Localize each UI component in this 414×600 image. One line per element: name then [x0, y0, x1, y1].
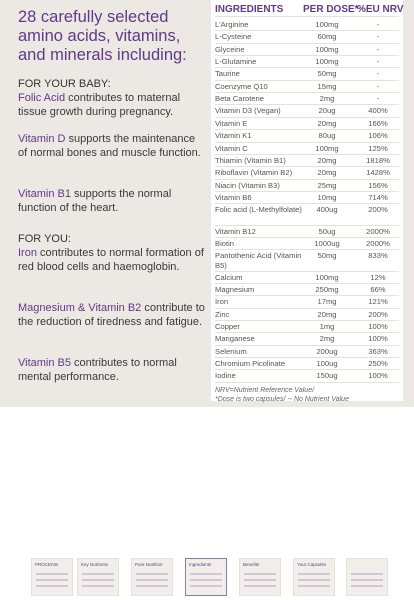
- per-dose: 50mg: [317, 251, 337, 261]
- per-dose: 1mg: [319, 322, 335, 332]
- row-divider: [215, 345, 399, 346]
- nrv-percent: -: [376, 20, 380, 29]
- nrv-percent: 106%: [368, 131, 388, 141]
- row-divider: [215, 369, 399, 370]
- row-divider: [215, 203, 399, 204]
- ingredient-name: L-Cysteine: [215, 32, 252, 42]
- per-dose: 20mg: [317, 309, 337, 319]
- per-dose: 80ug: [318, 131, 336, 141]
- thumbnail-line: [351, 585, 383, 587]
- thumbnail-1[interactable]: [31, 558, 73, 596]
- ingredient-name: Manganese: [215, 334, 255, 344]
- per-dose: 20ug: [318, 106, 336, 116]
- row-divider: [215, 179, 399, 180]
- col-header-nrv: %EU NRV: [357, 4, 404, 15]
- thumbnail-line: [351, 573, 383, 575]
- row-divider: [215, 55, 399, 56]
- nrv-percent: 200%: [368, 309, 388, 319]
- row-divider: [215, 117, 399, 118]
- ingredient-name: Thiamin (Vitamin B1): [215, 155, 286, 165]
- thumbnail-line: [244, 585, 276, 587]
- nrv-percent: 250%: [368, 359, 388, 369]
- ingredient-name: Pantothenic Acid (Vitamin B5): [215, 251, 302, 270]
- thumbnail-line: [351, 579, 383, 581]
- nrv-percent: 1428%: [366, 168, 390, 178]
- row-divider: [215, 237, 399, 238]
- ingredient-name: Coenzyme Q10: [215, 81, 268, 91]
- thumbnail-line: [244, 579, 276, 581]
- thumbnail-line: [36, 585, 68, 587]
- ingredient-name: Magnesium: [215, 285, 255, 294]
- thumbnail-line: [136, 579, 168, 581]
- claim-text: supports the normal function of the heart.: [18, 188, 172, 214]
- row-divider: [215, 67, 399, 68]
- row-divider: [215, 92, 399, 93]
- per-dose: 100mg: [315, 272, 339, 282]
- header-divider: [215, 16, 399, 17]
- per-dose: 20mg: [317, 168, 337, 178]
- per-dose: 150ug: [316, 371, 338, 381]
- per-dose: 100ug: [316, 359, 338, 369]
- thumbnail-line: [298, 573, 330, 575]
- per-dose: 2mg: [319, 334, 335, 344]
- thumbnail-label: Your Capsules: [297, 562, 327, 567]
- footnote-dose: *Dose is two capsules/ -- No Nutrient Value: [215, 395, 349, 403]
- ingredient-name: Glyceine: [215, 44, 245, 54]
- per-dose: 20mg: [317, 155, 337, 165]
- ingredient-name: Vitamin C: [215, 143, 248, 153]
- table-footnote: [215, 386, 349, 404]
- ingredient-name: L-Glutamine: [215, 57, 257, 67]
- nrv-percent: 66%: [370, 285, 386, 294]
- thumbnail-7[interactable]: [346, 558, 388, 596]
- claim-iron: [18, 247, 206, 274]
- thumbnail-line: [244, 573, 276, 575]
- ingredient-name: Niacin (Vitamin B3): [215, 180, 280, 190]
- ingredient-name: Iodine: [215, 371, 236, 381]
- ingredient-name: Beta Carotene: [215, 94, 264, 104]
- nrv-percent: 166%: [368, 118, 388, 128]
- nrv-percent: 833%: [368, 251, 388, 261]
- nrv-percent: 363%: [368, 346, 388, 356]
- per-dose: 200ug: [316, 346, 338, 356]
- nrv-percent: 714%: [368, 192, 388, 202]
- thumbnail-label: Key Nutrients: [81, 562, 109, 567]
- thumbnail-line: [190, 579, 222, 581]
- row-divider: [215, 332, 399, 333]
- row-divider: [215, 30, 399, 31]
- claim-text: contributes to maternal tissue growth during pregnancy.: [18, 92, 181, 118]
- section-label-you: FOR YOU:: [18, 233, 71, 245]
- per-dose: 250mg: [315, 285, 339, 294]
- thumbnail-5[interactable]: [239, 558, 281, 596]
- claim-name: Magnesium & Vitamin B2: [18, 302, 142, 314]
- row-divider: [215, 129, 399, 130]
- per-dose: 50mg: [317, 69, 337, 79]
- per-dose: 25mg: [317, 180, 337, 190]
- thumbnail-label: Pure Nutrition: [135, 562, 163, 567]
- per-dose: 2mg: [319, 94, 335, 104]
- section-label-baby: FOR YOUR BABY:: [18, 78, 111, 90]
- claim-text: contributes to normal mental performance.: [18, 357, 177, 383]
- per-dose: 20mg: [317, 118, 337, 128]
- claim-text: supports the maintenance of normal bones and muscle function.: [18, 133, 201, 159]
- row-divider: [215, 357, 399, 358]
- thumbnail-line: [36, 579, 68, 581]
- thumbnail-label: PROCEIVE: [35, 562, 59, 567]
- row-divider: [215, 80, 399, 81]
- row-divider: [215, 154, 399, 155]
- row-divider: [215, 191, 399, 192]
- headline: 28 carefully selected amino acids, vitamins, and minerals including:: [18, 8, 187, 64]
- thumbnail-line: [190, 585, 222, 587]
- ingredient-name: Taurine: [215, 69, 240, 79]
- per-dose: 100mg: [315, 20, 339, 29]
- thumbnail-label: Ingredients: [189, 562, 212, 567]
- per-dose: 400ug: [316, 205, 338, 215]
- thumbnail-line: [136, 573, 168, 575]
- thumbnail-line: [82, 585, 114, 587]
- nrv-percent: 156%: [368, 180, 388, 190]
- thumbnail-line: [298, 579, 330, 581]
- thumbnail-4[interactable]: [185, 558, 227, 596]
- thumbnail-strip: [0, 555, 414, 600]
- ingredient-name: Riboflavin (Vitamin B2): [215, 168, 293, 178]
- thumbnail-line: [298, 585, 330, 587]
- claim-name: Vitamin B5: [18, 357, 71, 369]
- thumbnail-line: [82, 573, 114, 575]
- row-divider: [215, 43, 399, 44]
- row-divider: [215, 142, 399, 143]
- nrv-percent: 100%: [368, 322, 388, 332]
- per-dose: 100mg: [315, 44, 339, 54]
- per-dose: 60mg: [317, 32, 337, 42]
- nrv-percent: 100%: [368, 334, 388, 344]
- thumbnail-line: [136, 585, 168, 587]
- col-header-per-dose: PER DOSE*: [303, 4, 359, 15]
- nrv-percent: 1818%: [366, 155, 390, 165]
- thumbnail-line: [36, 573, 68, 575]
- thumbnail-2[interactable]: [77, 558, 119, 596]
- nrv-percent: 121%: [368, 297, 388, 307]
- ingredient-name: Vitamin B12: [215, 226, 256, 236]
- nrv-percent: 125%: [368, 143, 388, 153]
- row-divider: [215, 320, 399, 321]
- ingredient-name: Selenium: [215, 346, 247, 356]
- row-divider: [215, 249, 399, 250]
- nrv-percent: -: [376, 69, 380, 79]
- claim-name: Iron: [18, 247, 37, 259]
- row-divider: [215, 166, 399, 167]
- row-divider: [215, 271, 399, 272]
- footnote-nrv: NRV=Nutrient Reference Value/: [215, 386, 315, 394]
- row-divider: [215, 225, 399, 226]
- claim-folic-acid: [18, 92, 206, 119]
- ingredient-name: Vitamin E: [215, 118, 248, 128]
- thumbnail-line: [82, 579, 114, 581]
- ingredient-name: Vitamin K1: [215, 131, 252, 141]
- ingredient-name: Calcium: [215, 272, 243, 282]
- claim-magnesium-b2: [18, 302, 206, 329]
- claim-vitamin-b1: [18, 188, 206, 215]
- ingredient-name: Copper: [215, 322, 240, 332]
- claim-text: contribute to the reduction of tiredness and fatigue.: [18, 302, 205, 328]
- thumbnail-3[interactable]: [131, 558, 173, 596]
- thumbnail-label: Benefits: [243, 562, 260, 567]
- per-dose: 1000ug: [314, 238, 340, 248]
- ingredient-name: Vitamin D3 (Vegan): [215, 106, 281, 116]
- ingredient-name: Iron: [215, 297, 229, 307]
- claim-name: Folic Acid: [18, 92, 66, 104]
- nrv-percent: 2000%: [366, 226, 390, 236]
- ingredient-name: Chromium Picolinate: [215, 359, 286, 369]
- row-divider: [215, 382, 399, 383]
- claim-name: Vitamin D: [18, 133, 66, 145]
- per-dose: 100mg: [315, 57, 339, 67]
- thumbnail-line: [190, 573, 222, 575]
- nrv-percent: -: [376, 81, 380, 91]
- ingredient-name: Vitamin B6: [215, 192, 252, 202]
- row-divider: [215, 295, 399, 296]
- col-header-ingredients: INGREDIENTS: [215, 4, 284, 15]
- ingredients-table: [211, 0, 403, 401]
- row-divider: [215, 308, 399, 309]
- ingredient-name: Zinc: [215, 309, 230, 319]
- claim-name: Vitamin B1: [18, 188, 71, 200]
- per-dose: 100mg: [315, 143, 339, 153]
- nrv-percent: 200%: [368, 205, 388, 215]
- claim-vitamin-b5: [18, 357, 206, 384]
- per-dose: 50ug: [318, 226, 336, 236]
- thumbnail-6[interactable]: [293, 558, 335, 596]
- nrv-percent: -: [376, 44, 380, 54]
- nrv-percent: 12%: [370, 272, 386, 282]
- per-dose: 17mg: [317, 297, 337, 307]
- claim-vitamin-d: [18, 133, 206, 160]
- nrv-percent: 100%: [368, 371, 388, 381]
- ingredient-name: Biotin: [215, 238, 234, 248]
- nrv-percent: 400%: [368, 106, 388, 116]
- nrv-percent: -: [376, 94, 380, 104]
- nrv-percent: 2000%: [366, 238, 390, 248]
- claim-text: contributes to normal formation of red blood cells and haemoglobin.: [18, 247, 204, 273]
- row-divider: [215, 104, 399, 105]
- per-dose: 10mg: [317, 192, 337, 202]
- nrv-percent: -: [376, 57, 380, 67]
- per-dose: 15mg: [317, 81, 337, 91]
- ingredient-name: L'Arginine: [215, 20, 249, 29]
- row-divider: [215, 283, 399, 284]
- nrv-percent: -: [376, 32, 380, 42]
- ingredient-name: Folic acid (L-Methylfolate): [215, 205, 302, 215]
